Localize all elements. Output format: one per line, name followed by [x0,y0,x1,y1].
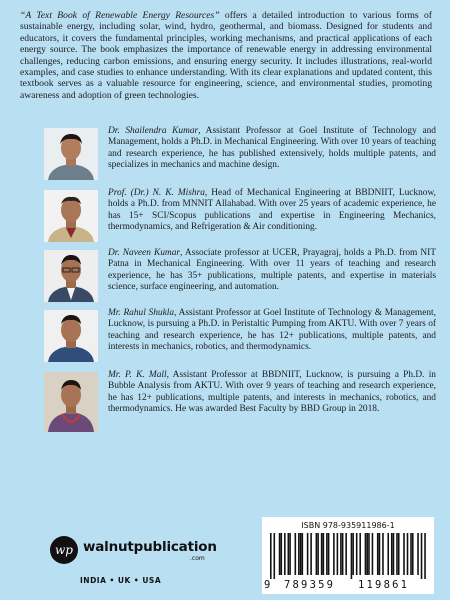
barcode-digits-left: 789359 [284,579,336,591]
author-name-1: Dr. Shailendra Kumar [108,126,199,136]
author-bio-text-2: , Head of Mechanical Engineering at BBDNIIT, Lucknow, holds a Ph.D. from MNNIT Allahabad. With over 25 years of academic experience, he has 15+ SCI/Scopus publications and expertise in Engineering Mechanics, thermodynamics, and Refrigeration & Air conditioning. [108,188,436,232]
publisher-logo [50,536,230,566]
author-photo-2 [44,190,98,242]
author-bio-2 [108,188,436,233]
publisher-domain: .com [190,555,205,562]
author-bio-text-1: , Assistant Professor at Goel Institute of Technology and Management, holds a Ph.D. in Mechanical Engineering. With over 10 years of teaching and research experience, he has published extensively, holds multiple patents, and specializes in mechanics and machine design. [108,126,437,170]
author-photo-5 [44,372,98,432]
publisher-logo-icon: wp [50,536,78,564]
author-bio-4 [108,308,436,353]
author-photo-1 [44,128,98,180]
author-name-5: Mr. P. K. Mall [108,370,167,380]
author-bio-3 [108,248,436,293]
author-bio-5 [108,370,436,415]
author-bio-text-4: , Assistant Professor at Goel Institute of Technology & Management, Lucknow, is pursuing a Ph.D. in Peristaltic Pumping from AKTU. With over 7 years of teaching and research experience, he has 12+ publications, multiple patents, and interests in mechanics, robotics, and thermodynamics. [108,308,436,352]
publisher-name: walnutpublication [83,539,217,555]
isbn-barcode [262,517,434,594]
barcode-digit-first: 9 [264,579,271,591]
author-bio-1 [108,126,436,171]
author-name-4: Mr. Rahul Shukla [108,308,175,318]
author-photo-3 [44,250,98,302]
author-block-1 [44,126,436,184]
author-bio-text-3: , Associate professor at UCER, Prayagraj, holds a Ph.D. from NIT Patna in Mechanical Engineering. With over 11 years of teaching and research experience, he has 35+ publications, multiple patents, and expertise in materials science, surface engineering, and automation. [108,248,436,292]
author-block-3 [44,248,436,306]
author-block-4 [44,308,436,366]
book-title-quote: “A Text Book of Renewable Energy Resources” [20,10,220,21]
author-bio-text-5: , Assistant Professor at BBDNIIT, Lucknow, is pursuing a Ph.D. in Bubble Analysis from AKTU. With over 9 years of teaching and research experience, he has 12+ publications, multiple patents, and interests in mechanics, robotics, and thermodynamics. He was awarded Best Faculty by BBD Group in 2018. [108,370,436,414]
barcode-bars-graphic [270,533,426,579]
author-block-2 [44,188,436,246]
book-description-text: offers a detailed introduction to various forms of sustainable energy, including solar, wind, hydro, geothermal, and biomass. Designed for students and educators, it covers the fundamental principles, working mechanisms, and practical applications of each energy source. The book emphasizes the importance of renewable energy in addressing environmental challenges, reducing carbon emissions, and ensuring energy security. It includes illustrations, real-world examples, and case studies to enhance understanding. With its clear explanations and updated content, this textbook serves as a valuable resource for engineering, science, and environmental studies, promoting awareness and adoption of green technologies. [20,10,432,101]
isbn-label: ISBN 978-935911986-1 [301,521,395,530]
barcode-digits-right: 119861 [358,579,410,591]
author-block-5 [44,370,436,428]
author-name-2: Prof. (Dr.) N. K. Mishra [108,188,205,198]
author-name-3: Dr. Naveen Kumar [108,248,181,258]
book-description [20,10,432,101]
author-photo-4 [44,310,98,362]
publisher-locations: INDIA • UK • USA [80,576,162,585]
